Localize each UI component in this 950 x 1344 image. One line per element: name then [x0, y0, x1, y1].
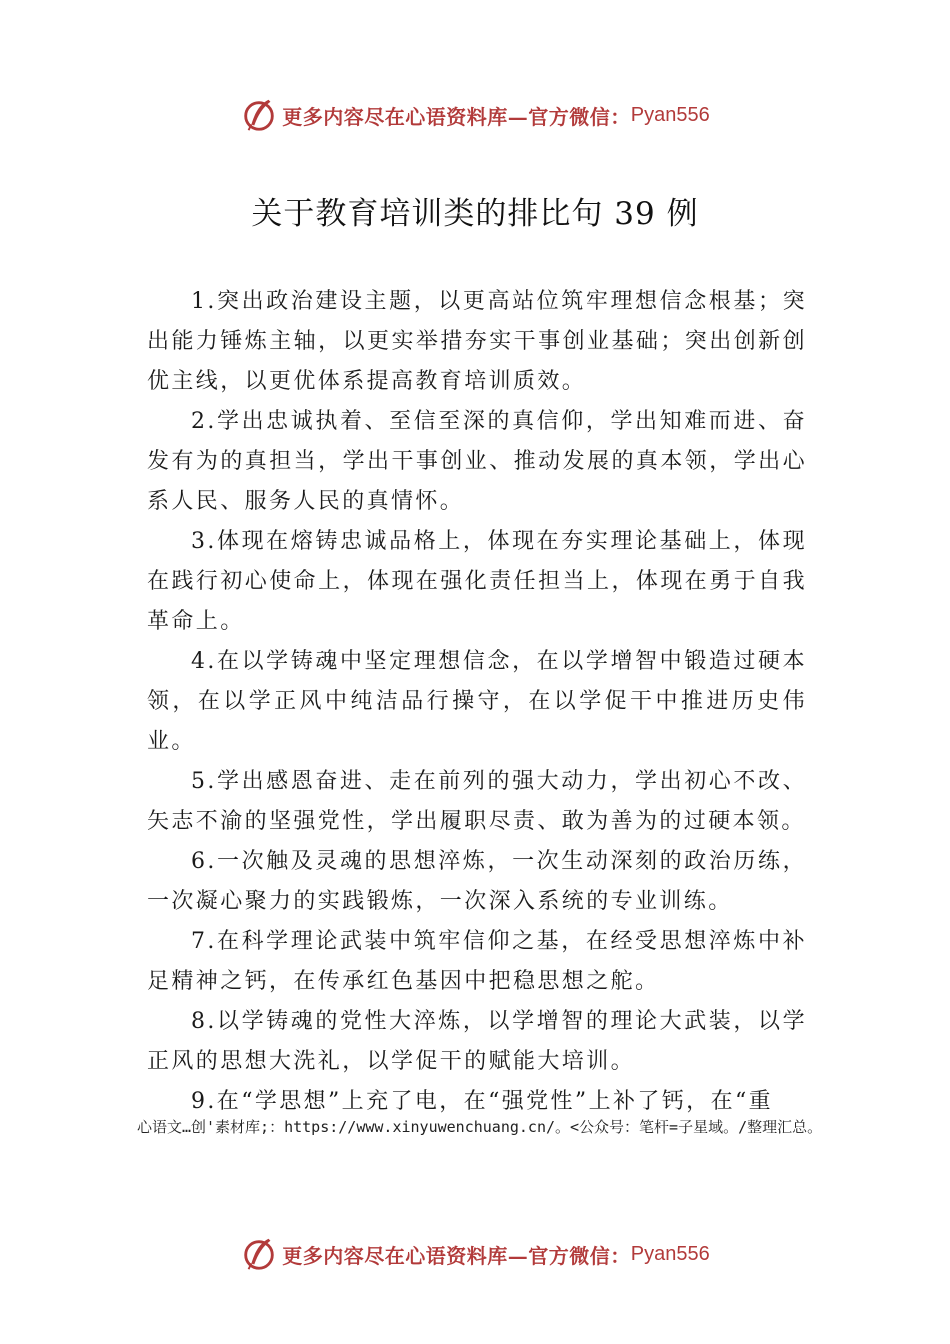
banner-text: 更多内容尽在心语资料库—官方微信： [282, 104, 631, 129]
footer-banner [0, 1234, 950, 1274]
banner-text: 更多内容尽在心语资料库—官方微信： [282, 1243, 631, 1268]
wechat-handle: Pyan556 [630, 103, 710, 126]
wechat-handle: Pyan556 [630, 1242, 710, 1265]
paragraph: 7.在科学理论武装中筑牢信仰之基，在经受思想淬炼中补足精神之钙，在传承红色基因中把稳思想之舵。 [147, 929, 807, 994]
paragraph: 9.在“学思想”上充了电，在“强党性”上补了钙，在“重 [191, 1089, 774, 1114]
paragraph: 5.学出感恩奋进、走在前列的强大动力，学出初心不改、矢志不渝的坚强党性，学出履职尽责、敢为善为的过硬本领。 [147, 769, 807, 834]
header-banner [0, 95, 950, 135]
quill-pen-logo-icon [240, 1235, 278, 1273]
paragraph: 3.体现在熔铸忠诚品格上，体现在夯实理论基础上，体现在践行初心使命上，体现在强化责任担当上，体现在勇于自我革命上。 [147, 529, 807, 634]
paragraph: 4.在以学铸魂中坚定理想信念，在以学增智中锻造过硬本领，在以学正风中纯洁品行操守，在以学促干中推进历史伟业。 [147, 649, 807, 754]
document-body [147, 282, 807, 1122]
source-note: 心语文…创'素材库;：https://www.xinyuwenchuang.cn/。<公众号：笔杆=子星域。/整理汇总。 [137, 1118, 823, 1136]
paragraph: 2.学出忠诚执着、至信至深的真信仰，学出知难而进、奋发有为的真担当，学出干事创业、推动发展的真本领，学出心系人民、服务人民的真情怀。 [147, 409, 807, 514]
body-clip [0, 282, 950, 1122]
document-title: 关于教育培训类的排比句 39 例 [251, 196, 699, 232]
paragraph: 8.以学铸魂的党性大淬炼，以学增智的理论大武装，以学正风的思想大洗礼，以学促干的赋能大培训。 [147, 1009, 807, 1074]
paragraph: 1.突出政治建设主题，以更高站位筑牢理想信念根基；突出能力锤炼主轴，以更实举措夯实干事创业基础；突出创新创优主线，以更优体系提高教育培训质效。 [147, 289, 807, 394]
quill-pen-logo-icon [240, 96, 278, 134]
paragraph: 6.一次触及灵魂的思想淬炼，一次生动深刻的政治历练，一次凝心聚力的实践锻炼，一次深入系统的专业训练。 [147, 849, 807, 914]
